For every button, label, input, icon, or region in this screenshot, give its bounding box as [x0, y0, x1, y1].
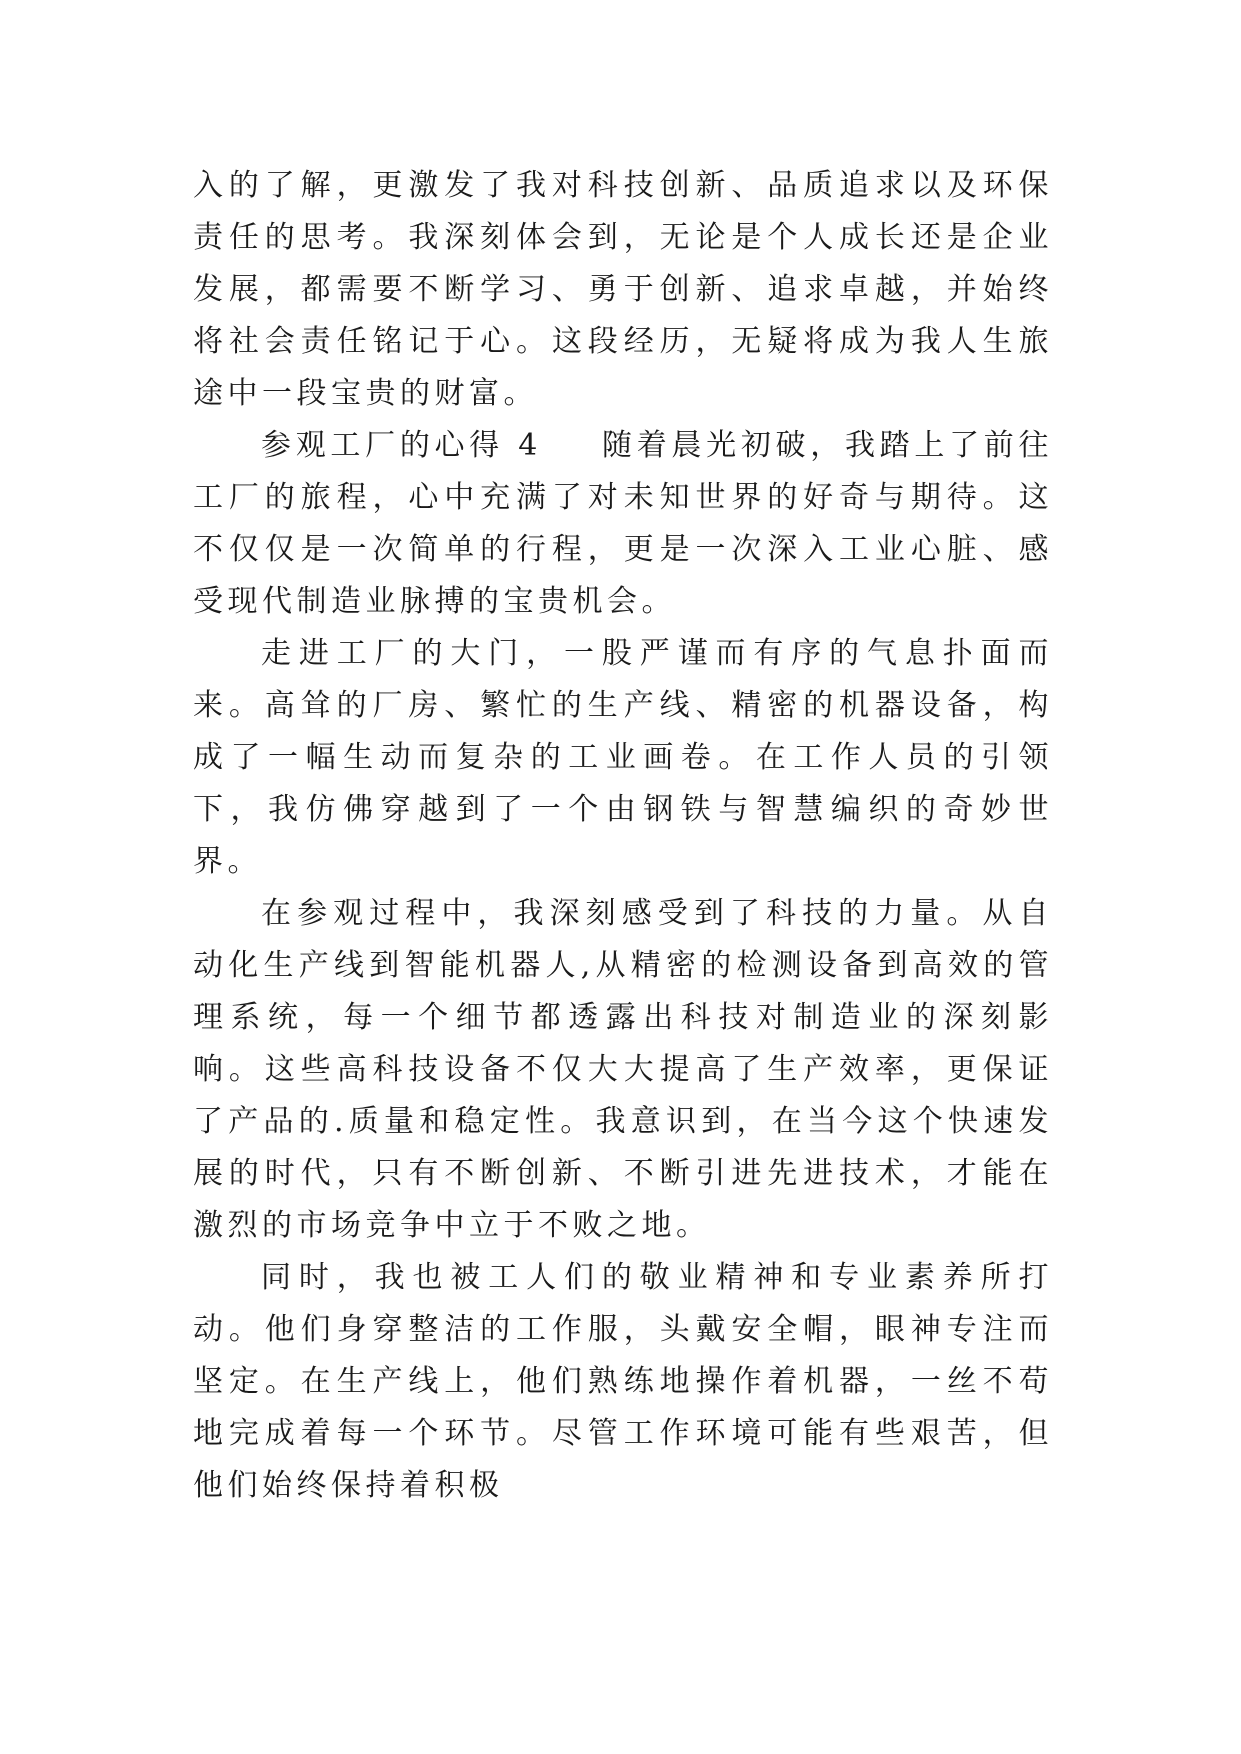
paragraph-continuation	[193, 160, 1053, 420]
paragraph-text: 走进工厂的大门，一股严谨而有序的气息扑面而来。高耸的厂房、繁忙的生产线、精密的机器设备，构成了一幅生动而复杂的工业画卷。在工作人员的引领下，我仿佛穿越到了一个由钢铁与智慧编织的奇妙世界。	[193, 636, 1053, 879]
paragraph-text: 同时，我也被工人们的敬业精神和专业素养所打动。他们身穿整洁的工作服，头戴安全帽，眼神专注而坚定。在生产线上，他们熟练地操作着机器，一丝不苟地完成着每一个环节。尽管工作环境可能有些艰苦，但他们始终保持着积极	[193, 1260, 1053, 1503]
paragraph-workers	[193, 1252, 1053, 1512]
document-body	[193, 160, 1053, 1512]
paragraph-text: 随着晨光初破，我踏上了前往工厂的旅程，心中充满了对未知世界的好奇与期待。这不仅仅是一次简单的行程，更是一次深入工业心脏、感受现代制造业脉搏的宝贵机会。	[193, 428, 1054, 619]
section-heading: 参观工厂的心得 4	[261, 428, 542, 463]
paragraph-text: 入的了解，更激发了我对科技创新、品质追求以及环保责任的思考。我深刻体会到，无论是个人成长还是企业发展，都需要不断学习、勇于创新、追求卓越，并始终将社会责任铭记于心。这段经历，无疑将成为我人生旅途中一段宝贵的财富。	[193, 168, 1053, 411]
paragraph-text: 在参观过程中，我深刻感受到了科技的力量。从自动化生产线到智能机器人,从精密的检测设备到高效的管理系统，每一个细节都透露出科技对制造业的深刻影响。这些高科技设备不仅大大提高了生产效率，更保证了产品的.质量和稳定性。我意识到，在当今这个快速发展的时代，只有不断创新、不断引进先进技术，才能在激烈的市场竞争中立于不败之地。	[193, 896, 1053, 1243]
paragraph-entrance	[193, 628, 1053, 888]
paragraph-technology	[193, 888, 1053, 1252]
paragraph-section-4-intro	[193, 420, 1053, 628]
